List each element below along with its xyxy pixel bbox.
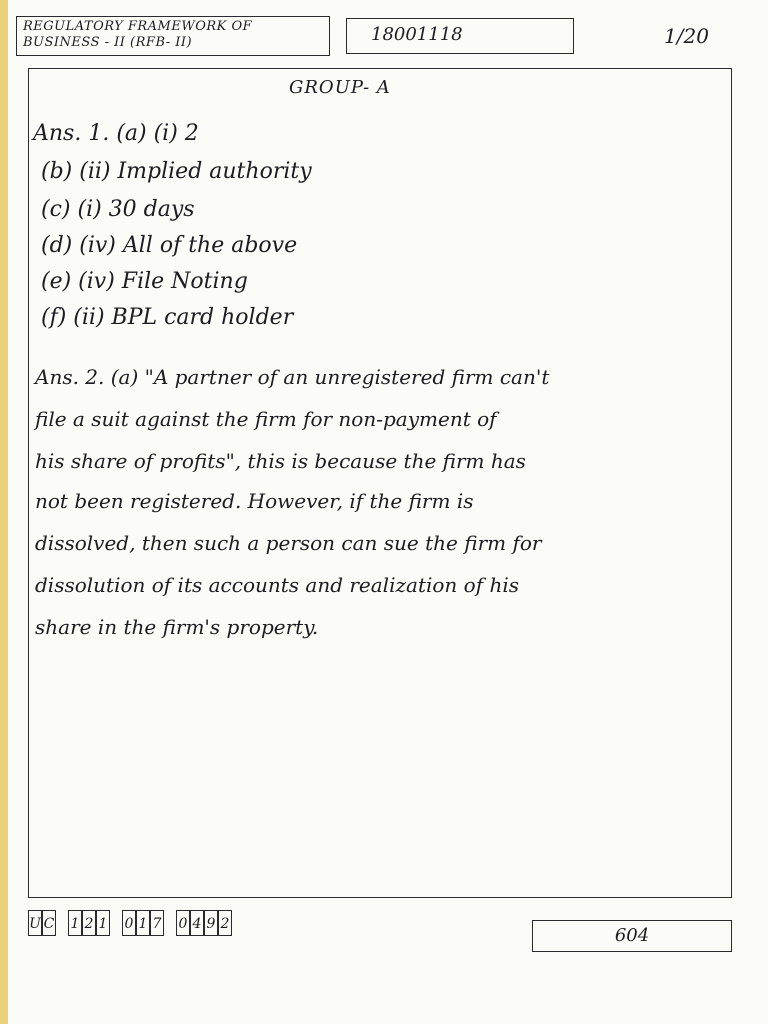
ans2-line: Ans. 2. (a) "A partner of an unregistered firm can't [35,365,550,389]
reg-digit: 1 [96,910,110,936]
subject-line-1: REGULATORY FRAMEWORK OF [23,19,253,34]
roll-number-box [346,18,574,54]
reg-digit: U [28,910,42,936]
reg-digit: 2 [218,910,232,936]
ans1-line: (b) (ii) Implied authority [41,159,312,184]
group-title: GROUP- A [289,77,391,98]
ans1-line: (d) (iv) All of the above [41,233,298,258]
subject-box [16,16,330,56]
answer-area [28,68,732,898]
subject-line-2: BUSINESS - II (RFB- II) [23,35,193,50]
score-value: 604 [614,925,650,946]
reg-digit: C [42,910,56,936]
registration-number [28,910,232,936]
reg-digit: 1 [136,910,150,936]
ans1-line: (f) (ii) BPL card holder [41,305,294,330]
reg-digit: 1 [68,910,82,936]
reg-digit: 9 [204,910,218,936]
roll-number: 18001118 [371,24,463,45]
ans2-line: share in the firm's property. [35,615,319,639]
ans1-line: (e) (iv) File Noting [41,269,248,294]
ans2-line: dissolved, then such a person can sue the firm for [35,531,542,555]
ans2-line: not been registered. However, if the firm is [35,489,474,513]
ans2-line: his share of profits", this is because the firm has [35,449,526,473]
reg-digit: 4 [190,910,204,936]
reg-digit: 2 [82,910,96,936]
reg-digit: 0 [122,910,136,936]
answer-sheet [8,0,768,1024]
ans1-line: Ans. 1. (a) (i) 2 [33,121,199,146]
reg-digit: 7 [150,910,164,936]
ans1-line: (c) (i) 30 days [41,197,195,222]
ans2-line: file a suit against the firm for non-payment of [35,407,497,431]
ans2-line: dissolution of its accounts and realization of his [35,573,519,597]
score-box [532,920,732,952]
reg-digit: 0 [176,910,190,936]
page-number: 1/20 [664,24,709,48]
